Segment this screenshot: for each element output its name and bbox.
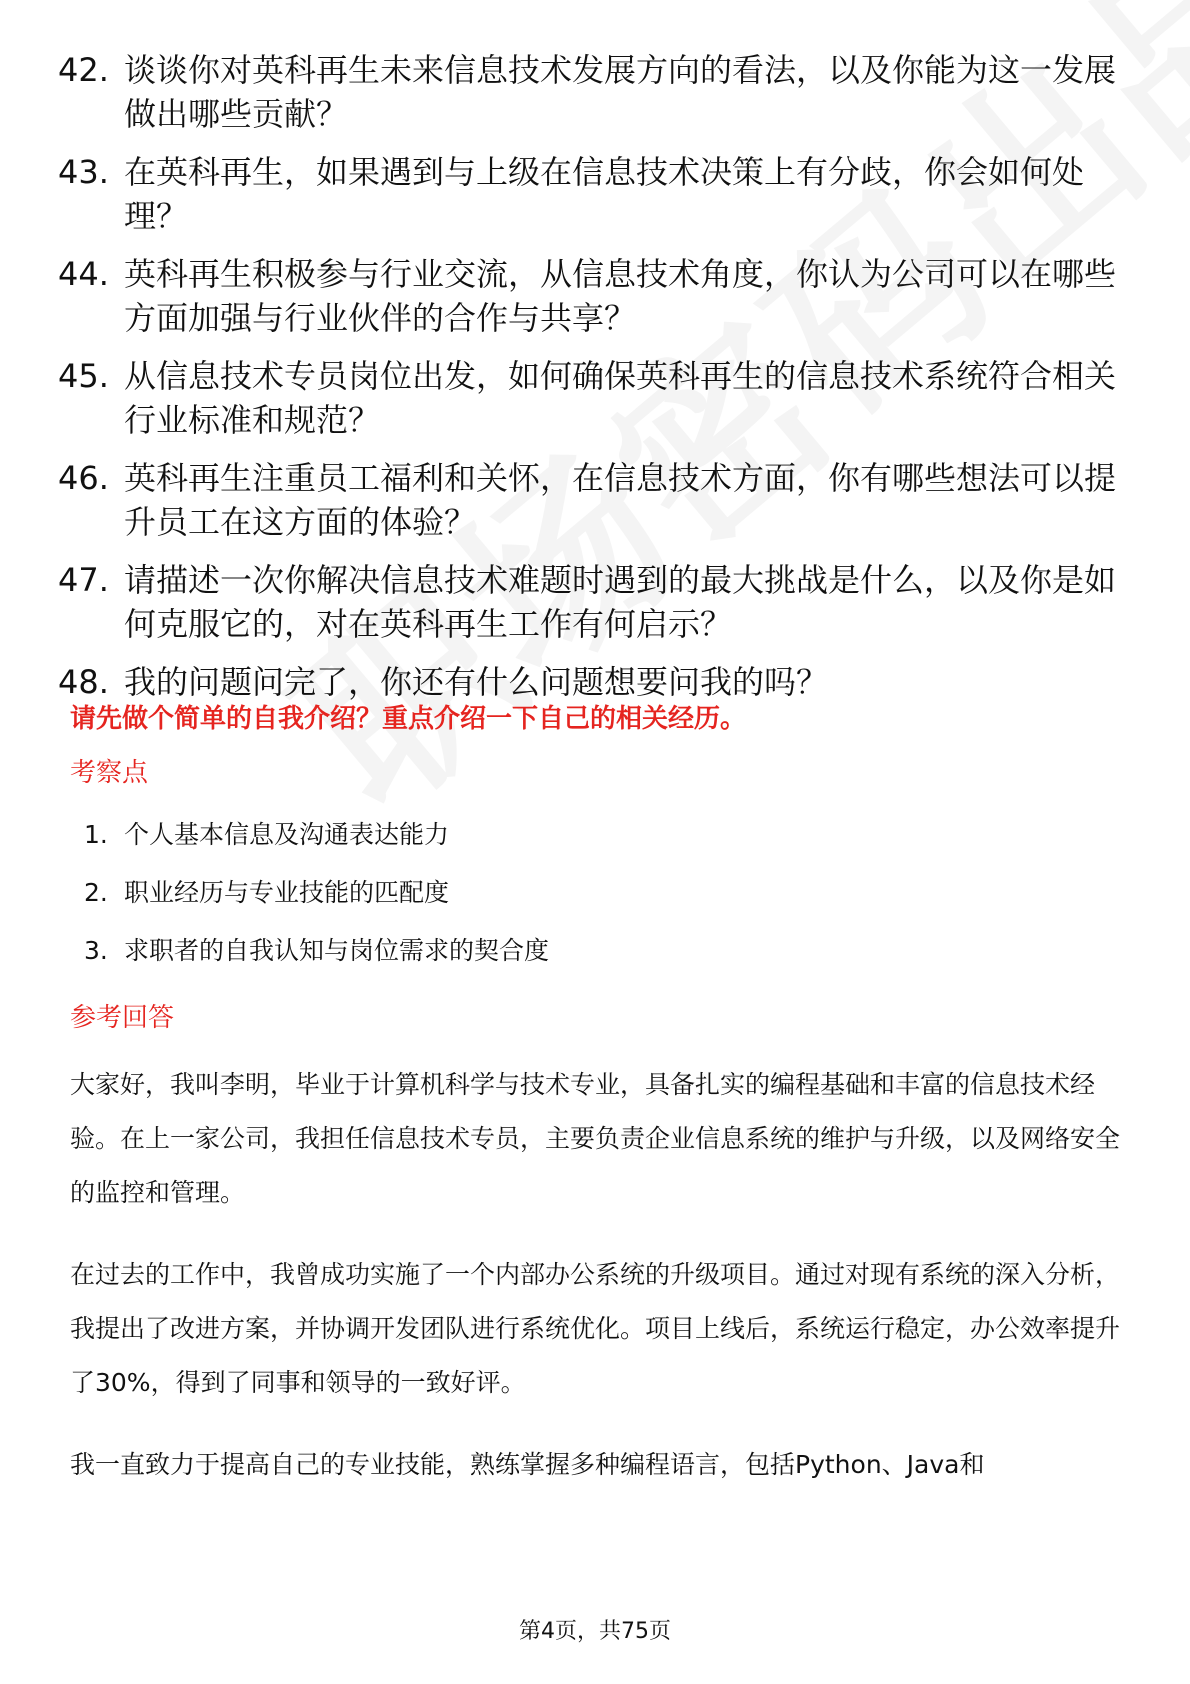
question-number: 48. xyxy=(58,663,109,701)
question-item xyxy=(58,558,1138,646)
question-number: 43. xyxy=(58,153,109,191)
answer-paragraph: 大家好，我叫李明，毕业于计算机科学与技术专业，具备扎实的编程基础和丰富的信息技术经验。在上一家公司，我担任信息技术专员，主要负责企业信息系统的维护与升级，以及网络安全的监控和管理。 xyxy=(70,1070,1121,1207)
question-item xyxy=(58,456,1138,544)
question-number: 42. xyxy=(58,51,109,89)
question-text: 英科再生积极参与行业交流，从信息技术角度，你认为公司可以在哪些方面加强与行业伙伴的合作与共享？ xyxy=(124,255,1117,337)
question-list xyxy=(58,48,1138,718)
point-text: 求职者的自我认知与岗位需求的契合度 xyxy=(124,936,550,965)
question-item xyxy=(58,48,1138,136)
answer-paragraph: 在过去的工作中，我曾成功实施了一个内部办公系统的升级项目。通过对现有系统的深入分析，我提出了改进方案，并协调开发团队进行系统优化。项目上线后，系统运行稳定，办公效率提升了30%，得到了同事和领导的一致好评。 xyxy=(70,1260,1121,1397)
question-number: 47. xyxy=(58,561,109,599)
point-number: 1. xyxy=(84,820,108,849)
question-item xyxy=(58,150,1138,238)
question-item xyxy=(58,354,1138,442)
question-text: 英科再生注重员工福利和关怀，在信息技术方面，你有哪些想法可以提升员工在这方面的体验？ xyxy=(124,459,1117,541)
question-number: 44. xyxy=(58,255,109,293)
point-number: 2. xyxy=(84,878,108,907)
page-number-footer: 第4页，共75页 xyxy=(519,1619,671,1644)
assessment-point xyxy=(84,817,1084,853)
question-text: 请描述一次你解决信息技术难题时遇到的最大挑战是什么，以及你是如何克服它的，对在英科再生工作有何启示？ xyxy=(124,561,1117,643)
featured-question-heading: 请先做个简单的自我介绍？重点介绍一下自己的相关经历。 xyxy=(70,704,747,734)
point-text: 个人基本信息及沟通表达能力 xyxy=(124,820,450,849)
question-number: 45. xyxy=(58,357,109,395)
answer-paragraph: 我一直致力于提高自己的专业技能，熟练掌握多种编程语言，包括Python、Java和 xyxy=(70,1450,985,1479)
question-text: 谈谈你对英科再生未来信息技术发展方向的看法，以及你能为这一发展做出哪些贡献？ xyxy=(124,51,1117,133)
point-text: 职业经历与专业技能的匹配度 xyxy=(124,878,450,907)
question-number: 46. xyxy=(58,459,109,497)
question-text: 我的问题问完了，你还有什么问题想要问我的吗？ xyxy=(124,663,829,701)
point-number: 3. xyxy=(84,936,108,965)
assessment-point xyxy=(84,933,1084,969)
question-text: 从信息技术专员岗位出发，如何确保英科再生的信息技术系统符合相关行业标准和规范？ xyxy=(124,357,1117,439)
question-text: 在英科再生，如果遇到与上级在信息技术决策上有分歧，你会如何处理？ xyxy=(124,153,1085,235)
assessment-heading: 考察点 xyxy=(70,758,149,788)
assessment-point xyxy=(84,875,1084,911)
assessment-points xyxy=(84,817,1084,991)
reference-answer-heading: 参考回答 xyxy=(70,1003,175,1033)
question-item xyxy=(58,252,1138,340)
